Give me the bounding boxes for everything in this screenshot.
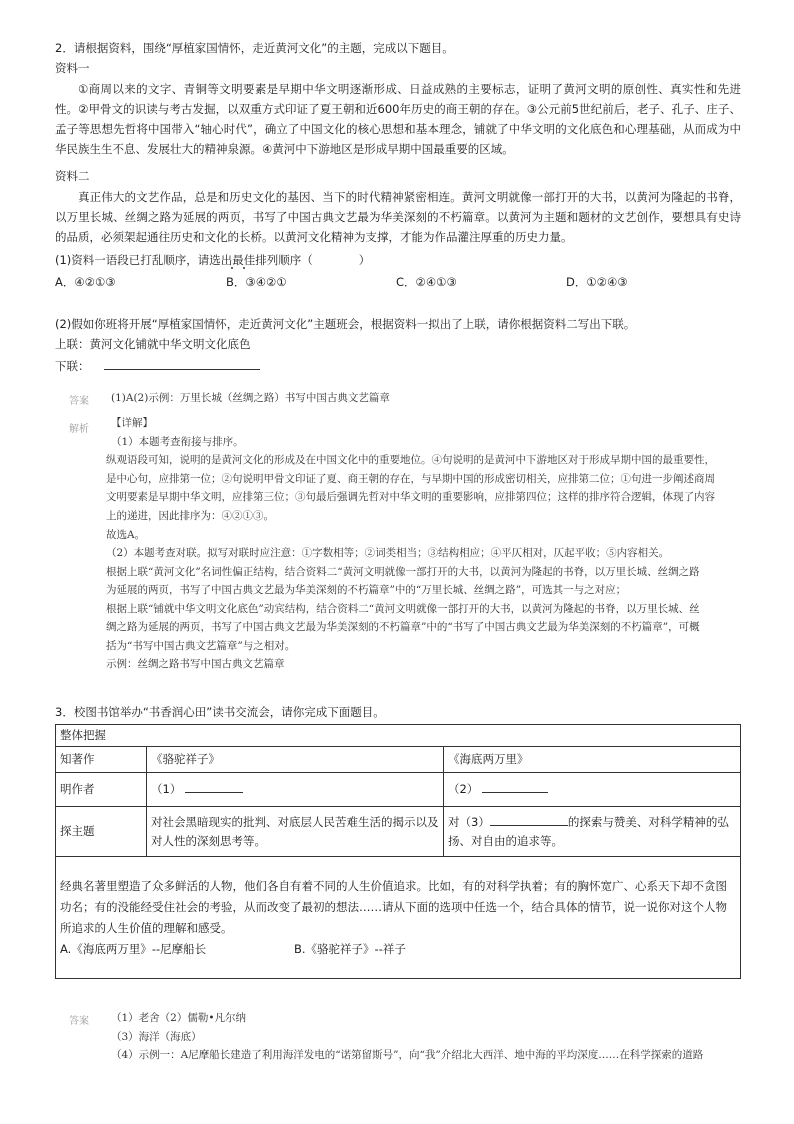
table-bottom-cell (56, 857, 741, 979)
answer-line: （3）海洋（海底） (111, 1031, 202, 1043)
book-title-right: 《海底两万里》 (444, 747, 741, 773)
answer-tag: 答案 (69, 1016, 89, 1027)
material-2-text: 真正伟大的文艺作品，总是和历史文化的基因、当下的时代精神紧密相连。黄河文明就像一部打开的大书，以黄河为隆起的书脊，以万里长城、丝绸之路为延展的两页，书写了中国古典文艺最为华美深刻的不朽篇章。以黄河为主题和题材的文艺创作，要想具有史诗的品质，必须架起通往历史和文化的长桥。以黄河文化精神为支撑，才能为作品灌注厚重的历史力量。 (55, 190, 741, 244)
answer-line: （4）示例一：A尼摩船长建造了利用海洋发电的“诺第留斯号”，向“我”介绍北大西洋、地中海的平均深度……在科学探索的道路 (111, 1049, 704, 1061)
analysis-line: 【详解】 (111, 417, 153, 429)
analysis-line: 是中心句，应排第一位；②句说明甲骨文印证了夏、商王朝的存在，与早期中国的形成密切相关，应排第二位；①句进一步阐述商周 (106, 473, 715, 485)
option-d[interactable]: D．①②④③ (566, 275, 628, 289)
choice-b[interactable]: B.《骆驼祥子》--祥子 (294, 941, 406, 956)
answer-line: （1）老舍（2）儒勒•凡尔纳 (111, 1012, 247, 1024)
material-1-label: 资料一 (55, 61, 90, 75)
author-blank-2[interactable] (482, 780, 548, 793)
material-1-text: ①商周以来的文字、青铜等文明要素是早期中华文明逐渐形成、日益成熟的主要标志，证明了黄河文明的原创性、真实性和先进性。②甲骨文的识读与考古发掘，以双重方式印证了夏王朝和近600年历史的商王朝的存在。③公元前5世纪前后，老子、孔子、庄子、孟子等思想先哲将中国带入“轴心时代”，确立了中国文化的核心思想和基本理念，铺就了中华文明的文化底色和心理基础，从而成为中华民族生生不息、发展壮大的精神泉源。④黄河中下游地区是形成早期中国最重要的区域。 (55, 82, 741, 156)
author-blank-1[interactable] (185, 780, 243, 793)
lower-couplet-blank[interactable] (104, 357, 260, 370)
option-c[interactable]: C．②④①③ (396, 275, 457, 289)
author-cell-left (147, 773, 444, 807)
theme-text: 的探索与赞美、对科学精神的弘扬、对自由的追求等。 (448, 814, 729, 848)
row-label: 探主题 (56, 807, 147, 857)
row-label: 明作者 (56, 773, 147, 807)
reading-table (55, 724, 741, 979)
theme-cell-right (444, 807, 741, 857)
analysis-line: 示例：丝绸之路书写中国古典文艺篇章 (106, 658, 285, 670)
upper-couplet: 上联：黄河文化铺就中华文明文化底色 (55, 337, 251, 351)
analysis-line: 文明要素是早期中华文明，应排第三位；③句最后强调先哲对中华文明的重要影响，应排第四位；这样的排序符合逻辑，体现了内容 (106, 491, 715, 503)
analysis-line: 上的递进，因此排序为：④②①③。 (106, 510, 274, 522)
material-2-label: 资料二 (55, 169, 90, 183)
sub-question-2: (2)假如你班将开展“厚植家国情怀，走近黄河文化”主题班会，根据资料一拟出了上联，请你根据资料二写出下联。 (55, 317, 636, 331)
choices (60, 939, 736, 960)
analysis-line: 根据上联“铺就中华文明文化底色”动宾结构，结合资料二“黄河文明就像一部打开的大书，以黄河为隆起的书脊，以万里长城、丝 (106, 603, 700, 615)
answer-tag: 答案 (69, 396, 89, 407)
sub-question-1-text: (1)资料一语段已打乱顺序，请选出最佳排列顺序（ (55, 253, 313, 267)
bottom-question-text: 经典名著里塑造了众多鲜活的人物，他们各自有着不同的人生价值追求。比如，有的对科学执着；有的胸怀宽广、心系天下却不贪图功名；有的没能经受住社会的考验，从而改变了最初的想法……请从下面的选项中任选一个，结合具体的情节，说一说你对这个人物所追求的人生价值的理解和感受。 (60, 878, 727, 935)
analysis-tag: 解析 (69, 424, 89, 435)
sub-question-1 (55, 250, 370, 270)
choice-a[interactable]: A.《海底两万里》--尼摩船长 (60, 941, 207, 956)
question-3-title: 3．校图书馆举办“书香润心田”读书交流会，请你完成下面题目。 (55, 705, 385, 719)
analysis-line: 故选A。 (106, 529, 146, 541)
option-b[interactable]: B．③④②① (226, 275, 287, 289)
theme-blank-3[interactable] (490, 813, 568, 826)
answer-text: (1)A(2)示例：万里长城（丝绸之路）书写中国古典文艺篇章 (111, 392, 390, 404)
blank-number: 对（3） (448, 814, 490, 829)
analysis-line: 绸之路为延展的两页，书写了中国古典文艺最为华美深刻的不朽篇章”中的“书写了中国古典文艺最为华美深刻的不朽篇章”，可概 (106, 621, 700, 633)
lower-couplet (55, 356, 260, 376)
author-cell-right (444, 773, 741, 807)
analysis-line: 纵观语段可知，说明的是黄河文化的形成及在中国文化中的重要地位。④句说明的是黄河中下游地区对于形成早期中国的最重要性， (106, 454, 715, 466)
book-title-left: 《骆驼祥子》 (147, 747, 444, 773)
blank-number: （1） (151, 782, 182, 796)
blank-number: （2） (448, 782, 479, 796)
analysis-line: 为延展的两页，书写了中国古典文艺最为华美深刻的不朽篇章”中的“万里长城、丝绸之路”，可选其一与之对应； (106, 584, 627, 596)
emphasis-dot (243, 267, 245, 269)
analysis-line: 根据上联“黄河文化”名词性偏正结构，结合资料二“黄河文明就像一部打开的大书，以黄河为隆起的书脊，以万里长城、丝绸之路 (106, 566, 700, 578)
analysis-line: （1）本题考查衔接与排序。 (111, 436, 244, 448)
emphasis-dot (231, 267, 233, 269)
sub-question-1-close: ） (358, 253, 371, 267)
table-header: 整体把握 (56, 725, 741, 747)
lower-couplet-label: 下联： (55, 359, 90, 373)
row-label: 知著作 (56, 747, 147, 773)
option-a[interactable]: A．④②①③ (55, 275, 116, 289)
analysis-line: 括为“书写中国古典文艺篇章”与之相对。 (106, 640, 296, 652)
question-2-title: 2．请根据资料，围绕“厚植家国情怀，走近黄河文化”的主题，完成以下题目。 (55, 41, 454, 55)
analysis-line: （2）本题考查对联。拟写对联时应注意：①字数相等；②词类相当；③结构相应；④平仄相对，仄起平收；⑤内容相关。 (106, 547, 670, 559)
theme-cell-left: 对社会黑暗现实的批判、对底层人民苦难生活的揭示以及对人性的深刻思考等。 (147, 807, 444, 857)
